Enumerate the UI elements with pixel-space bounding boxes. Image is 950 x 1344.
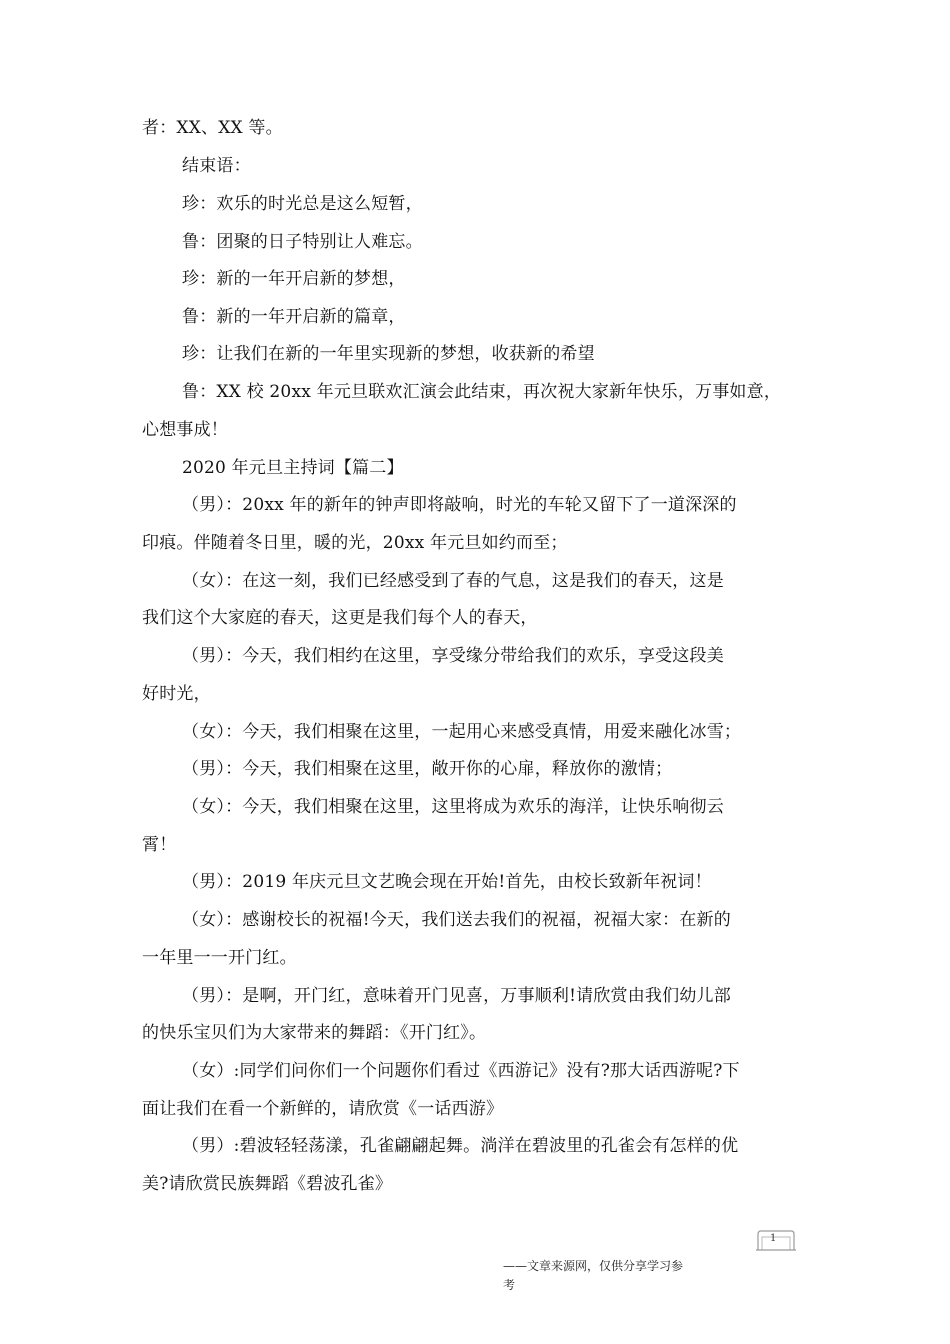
text-line: 珍：欢乐的时光总是这么短暂，	[182, 194, 423, 214]
text-line: 的快乐宝贝们为大家带来的舞蹈：《开门红》。	[142, 1023, 487, 1043]
text-line: （男）：今天，我们相聚在这里，敞开你的心扉，释放你的激情；	[182, 759, 673, 779]
text-line: 心想事成！	[142, 420, 228, 440]
text-line: （女）：今天，我们相聚在这里，这里将成为欢乐的海洋，让快乐响彻云	[182, 797, 724, 817]
page-number: 1	[770, 1233, 777, 1244]
text-line: （男）：20xx 年的新年的钟声即将敲响，时光的车轮又留下了一道深深的	[182, 495, 737, 515]
text-line: 美?请欣赏民族舞蹈《碧波孔雀》	[142, 1174, 393, 1194]
text-line: 珍：让我们在新的一年里实现新的梦想，收获新的希望	[182, 344, 595, 364]
text-line: 霄！	[142, 835, 177, 855]
text-line: （男）:碧波轻轻荡漾，孔雀翩翩起舞。淌洋在碧波里的孔雀会有怎样的优	[182, 1136, 739, 1156]
text-line: （男）：是啊，开门红，意味着开门见喜，万事顺利!请欣赏由我们幼儿部	[182, 986, 731, 1006]
text-line: （女）：在这一刻，我们已经感受到了春的气息，这是我们的春天，这是	[182, 571, 724, 591]
section-heading: 2020 年元旦主持词【篇二】	[182, 458, 404, 478]
text-line: 鲁：XX 校 20xx 年元旦联欢汇演会此结束，再次祝大家新年快乐，万事如意，	[182, 382, 782, 402]
text-line: 印痕。伴随着冬日里，暖的光，20xx 年元旦如约而至；	[142, 533, 568, 553]
text-line: 珍：新的一年开启新的梦想，	[182, 269, 406, 289]
text-line: 鲁：新的一年开启新的篇章，	[182, 307, 406, 327]
text-line: （男）：2019 年庆元旦文艺晚会现在开始!首先，由校长致新年祝词！	[182, 872, 712, 892]
text-line: 好时光，	[142, 684, 211, 704]
section-heading: 结束语：	[182, 156, 251, 176]
text-line: 一年里一一开门红。	[142, 948, 297, 968]
text-line: （女）：感谢校长的祝福!今天，我们送去我们的祝福，祝福大家：在新的	[182, 910, 731, 930]
text-line: （女）:同学们问你们一个问题你们看过《西游记》没有?那大话西游呢?下	[182, 1061, 740, 1081]
footer-source-line: 考	[503, 1278, 516, 1292]
text-line: （女）：今天，我们相聚在这里，一起用心来感受真情，用爱来融化冰雪；	[182, 722, 742, 742]
text-line: （男）：今天，我们相约在这里，享受缘分带给我们的欢乐，享受这段美	[182, 646, 724, 666]
text-line: 面让我们在看一个新鲜的，请欣赏《一话西游》	[142, 1099, 504, 1119]
text-line: 我们这个大家庭的春天，这更是我们每个人的春天，	[142, 608, 538, 628]
text-line: 鲁：团聚的日子特别让人难忘。	[182, 232, 423, 252]
text-line: 者：XX、XX 等。	[142, 118, 283, 138]
footer-source-line: ——文章来源网，仅供分享学习参	[503, 1259, 684, 1273]
